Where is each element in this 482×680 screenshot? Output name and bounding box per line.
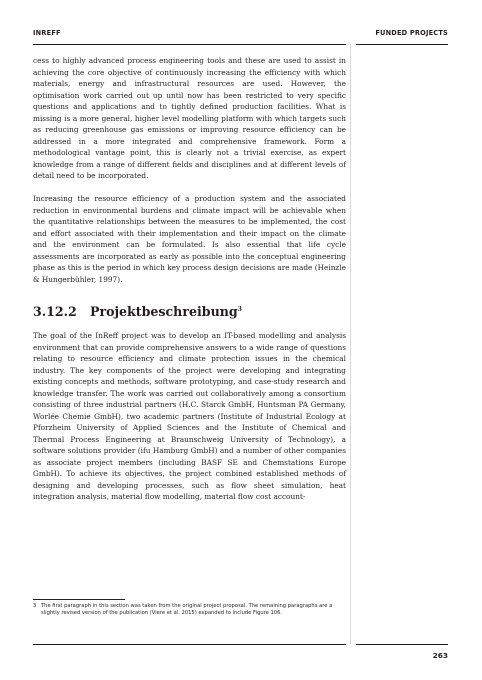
footer-rule-side <box>356 644 448 645</box>
header-rule-main <box>33 44 346 45</box>
header-rule-side <box>356 44 448 45</box>
footnote <box>33 603 333 618</box>
section-heading <box>33 303 346 319</box>
paragraph-1: cess to highly advanced process engineering tools and these are used to assist in achieving the core objective of continuously increasing the efficiency with which materials, energy and infrastructural resources are used. However, the optimisation work carried out up until now has been restricted to very specific questions and applications and to tightly defined production facilities. What is missing is a more general, higher level modelling platform with which targets such as reducing greenhouse gas emissions or improving resource efficiency can be addressed in a more integrated and comprehensive framework. Form a methodological vantage point, this is clearly not a trivial exercise, as expert knowledge from a range of different fields and disciplines and at different levels of detail need to be incorporated. <box>33 56 346 180</box>
page-number: 263 <box>432 651 448 660</box>
main-text-column <box>33 55 346 503</box>
footnote-reference[interactable]: 3 <box>237 306 242 313</box>
footnote-rule <box>33 599 125 600</box>
running-header-right: FUNDED PROJECTS <box>375 29 448 37</box>
paragraph-2: Increasing the resource efficiency of a production system and the associated reduction in environmental burdens and climate impact will be achievable when the quantitative relationships between the measures to be implemented, the cost and effort associated with their implementation and their impact on the climate and the environment can be formulated. Is also essential that life cycle assessments are incorporated as early as possible into the conceptual engineering phase as this is the period in which key process design decisions are made (Heinzle & Hungerbühler, 1997). <box>33 194 346 284</box>
section-title: Projektbeschreibung <box>89 304 238 320</box>
section-number: 3.12.2 <box>33 304 77 320</box>
footnote-number: 3 <box>33 603 37 609</box>
footer-rule-main <box>33 644 346 645</box>
footnote-text: The first paragraph in this section was taken from the original project proposal. The remaining paragraphs are a slightly revised version of the publication (Viere et al. 2015) expanded to include Figure 106. <box>41 603 333 617</box>
running-header-left: INREFF <box>33 29 61 37</box>
paragraph-3: The goal of the InReff project was to develop an IT-based modelling and analysis environment that can provide comprehensive answers to a wide range of questions relating to resource efficiency and climate protection issues in the chemical industry. The key components of the project were developing and integrating existing concepts and methods, software prototyping, and case-study research and knowledge transfer. The work was carried out collaboratively among a consortium consisting of three industrial partners (H.C. Starck GmbH, Huntsman PA Germany, Worlée Chemie GmbH), two academic partners (Institute of Industrial Ecology at Pforzheim University of Applied Sciences and the Institute of Chemical and Thermal Process Engineering at Braunschweig University of Technology), a software solutions provider (ifu Hamburg GmbH) and a number of other companies as associate project members (including BASF SE and Chemstations Europe GmbH). To achieve its objectives, the project combined established methods of designing and developing processes, such as flow sheet simulation, heat integration analysis, material flow modelling, material flow cost account- <box>33 331 346 502</box>
margin-column-divider <box>350 44 351 644</box>
